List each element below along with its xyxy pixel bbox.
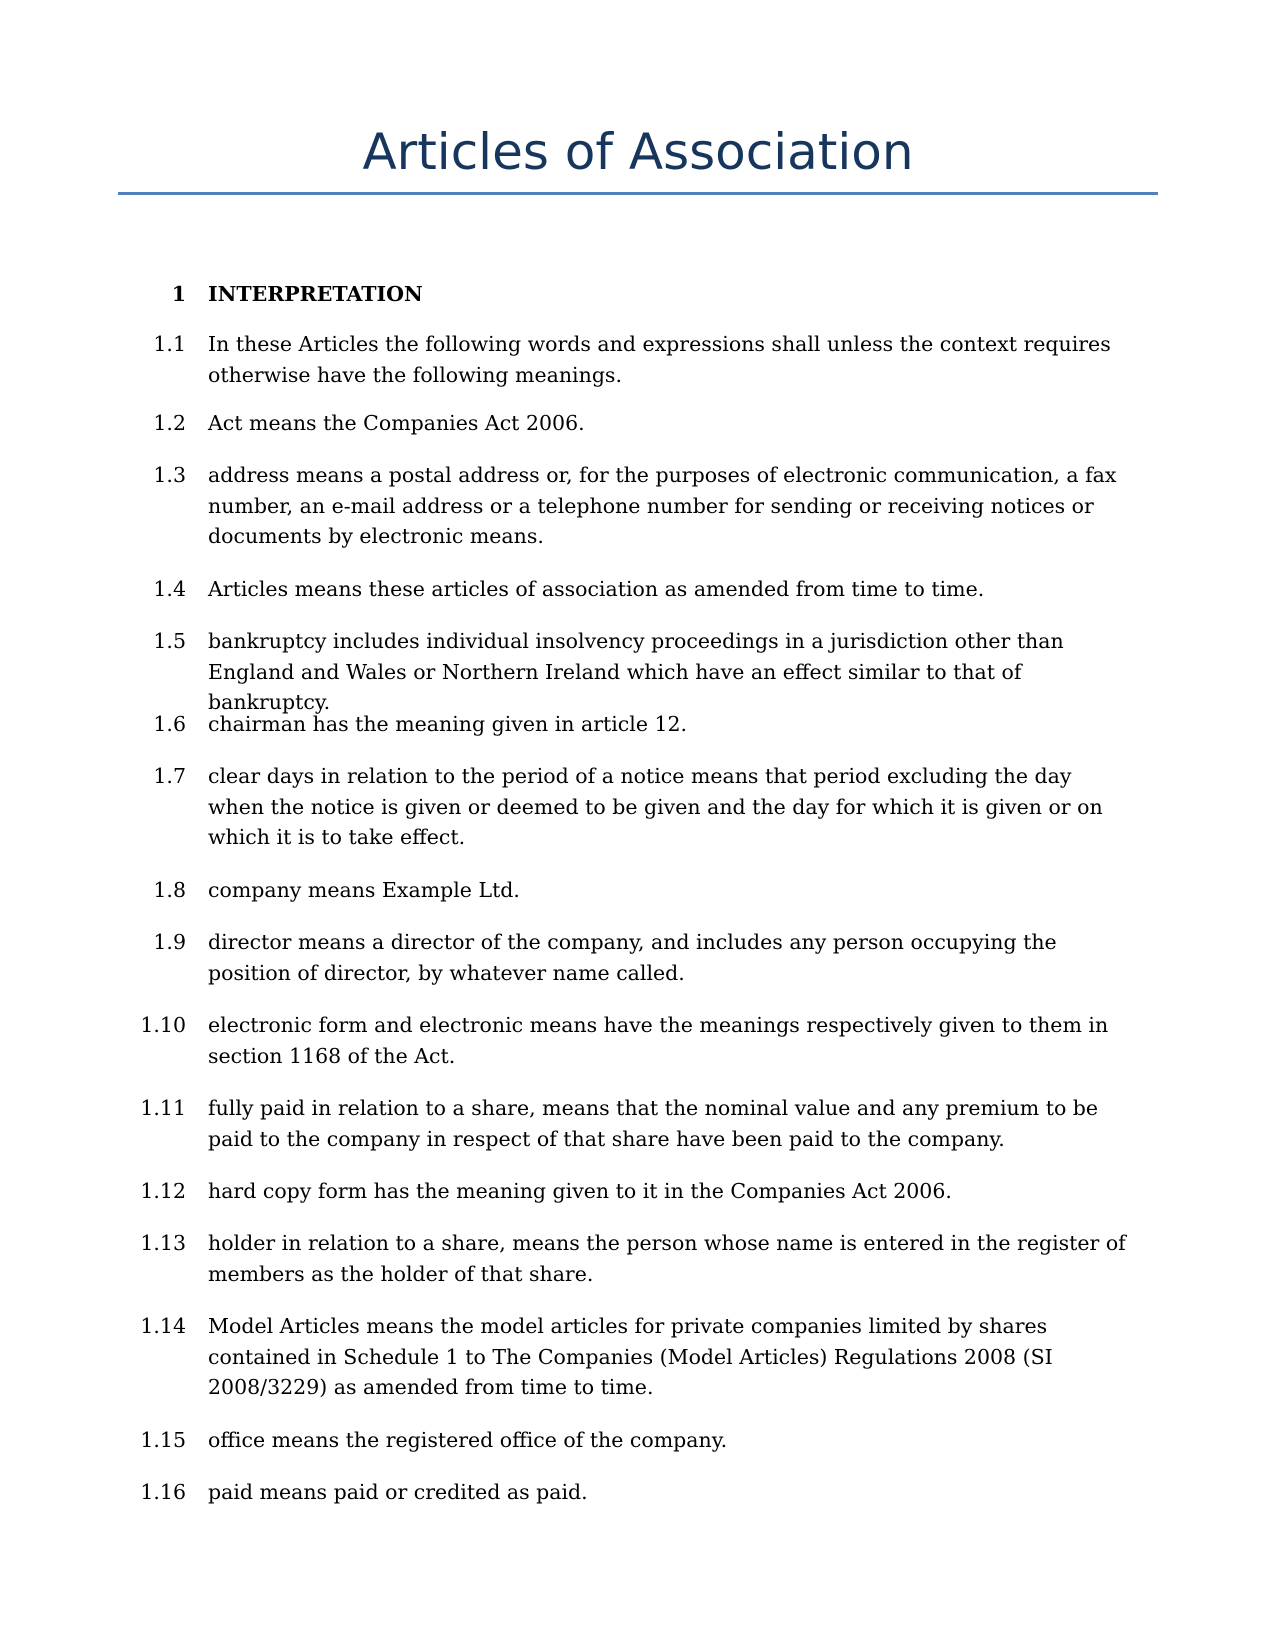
clause-number: 1.9: [153, 930, 186, 954]
clause-text: Act means the Companies Act 2006.: [208, 411, 585, 435]
clause-number: 1.3: [153, 463, 186, 487]
title-underline-rule: [118, 192, 1158, 195]
clause-text: Model Articles means the model articles for private companies limited by shares contained in Schedule 1 to The Companies (Model Articles) Regulations 2008 (SI 2008/3229) as amended from time to time.: [208, 1314, 1053, 1400]
clause-number: 1.10: [140, 1013, 186, 1037]
clause-number: 1.12: [140, 1179, 186, 1203]
clause-text: director means a director of the company, and includes any person occupying the position of director, by whatever name called.: [208, 930, 1057, 985]
clause-number: 1.8: [153, 878, 186, 902]
clause-number: 1.2: [153, 411, 186, 435]
clause-text: fully paid in relation to a share, means that the nominal value and any premium to be paid to the company in respect of that share have been paid to the company.: [208, 1096, 1099, 1151]
clause-text: paid means paid or credited as paid.: [208, 1480, 588, 1504]
clause-number: 1.13: [140, 1231, 186, 1255]
clause-text: Articles means these articles of association as amended from time to time.: [208, 577, 985, 601]
clause-number: 1.5: [153, 629, 186, 653]
clause-number: 1.1: [153, 332, 186, 356]
clause-number: 1.16: [140, 1480, 186, 1504]
clause-text: office means the registered office of the company.: [208, 1428, 728, 1452]
section-heading: [0, 280, 1275, 308]
clause-number: 1.7: [153, 764, 186, 788]
section-number: 1: [171, 282, 186, 306]
clause-text: holder in relation to a share, means the person whose name is entered in the register of members as the holder of that share.: [208, 1231, 1126, 1286]
clause-number: 1.11: [140, 1096, 186, 1120]
clause-number: 1.4: [153, 577, 186, 601]
clause-text: hard copy form has the meaning given to it in the Companies Act 2006.: [208, 1179, 952, 1203]
clause-text: clear days in relation to the period of a notice means that period excluding the day when the notice is given or deemed to be given and the day for which it is given or on which it is to take effect.: [208, 764, 1103, 850]
section-title: INTERPRETATION: [208, 282, 423, 306]
clause-text: bankruptcy includes individual insolvency proceedings in a jurisdiction other than England and Wales or Northern Ireland which have an effect similar to that of bankruptcy.: [208, 629, 1064, 715]
clause-text: chairman has the meaning given in article 12.: [208, 712, 688, 736]
clause-text: In these Articles the following words and expressions shall unless the context requires otherwise have the following meanings.: [208, 332, 1111, 387]
clause-text: company means Example Ltd.: [208, 878, 520, 902]
document-title: Articles of Association: [362, 123, 914, 181]
clause-number: 1.15: [140, 1428, 186, 1452]
clause-text: address means a postal address or, for the purposes of electronic communication, a fax number, an e-mail address or a telephone number for sending or receiving notices or documents by electronic means.: [208, 463, 1117, 549]
clause-number: 1.6: [153, 712, 186, 736]
clause-text: electronic form and electronic means have the meanings respectively given to them in section 1168 of the Act.: [208, 1013, 1109, 1068]
clause-number: 1.14: [140, 1314, 186, 1338]
